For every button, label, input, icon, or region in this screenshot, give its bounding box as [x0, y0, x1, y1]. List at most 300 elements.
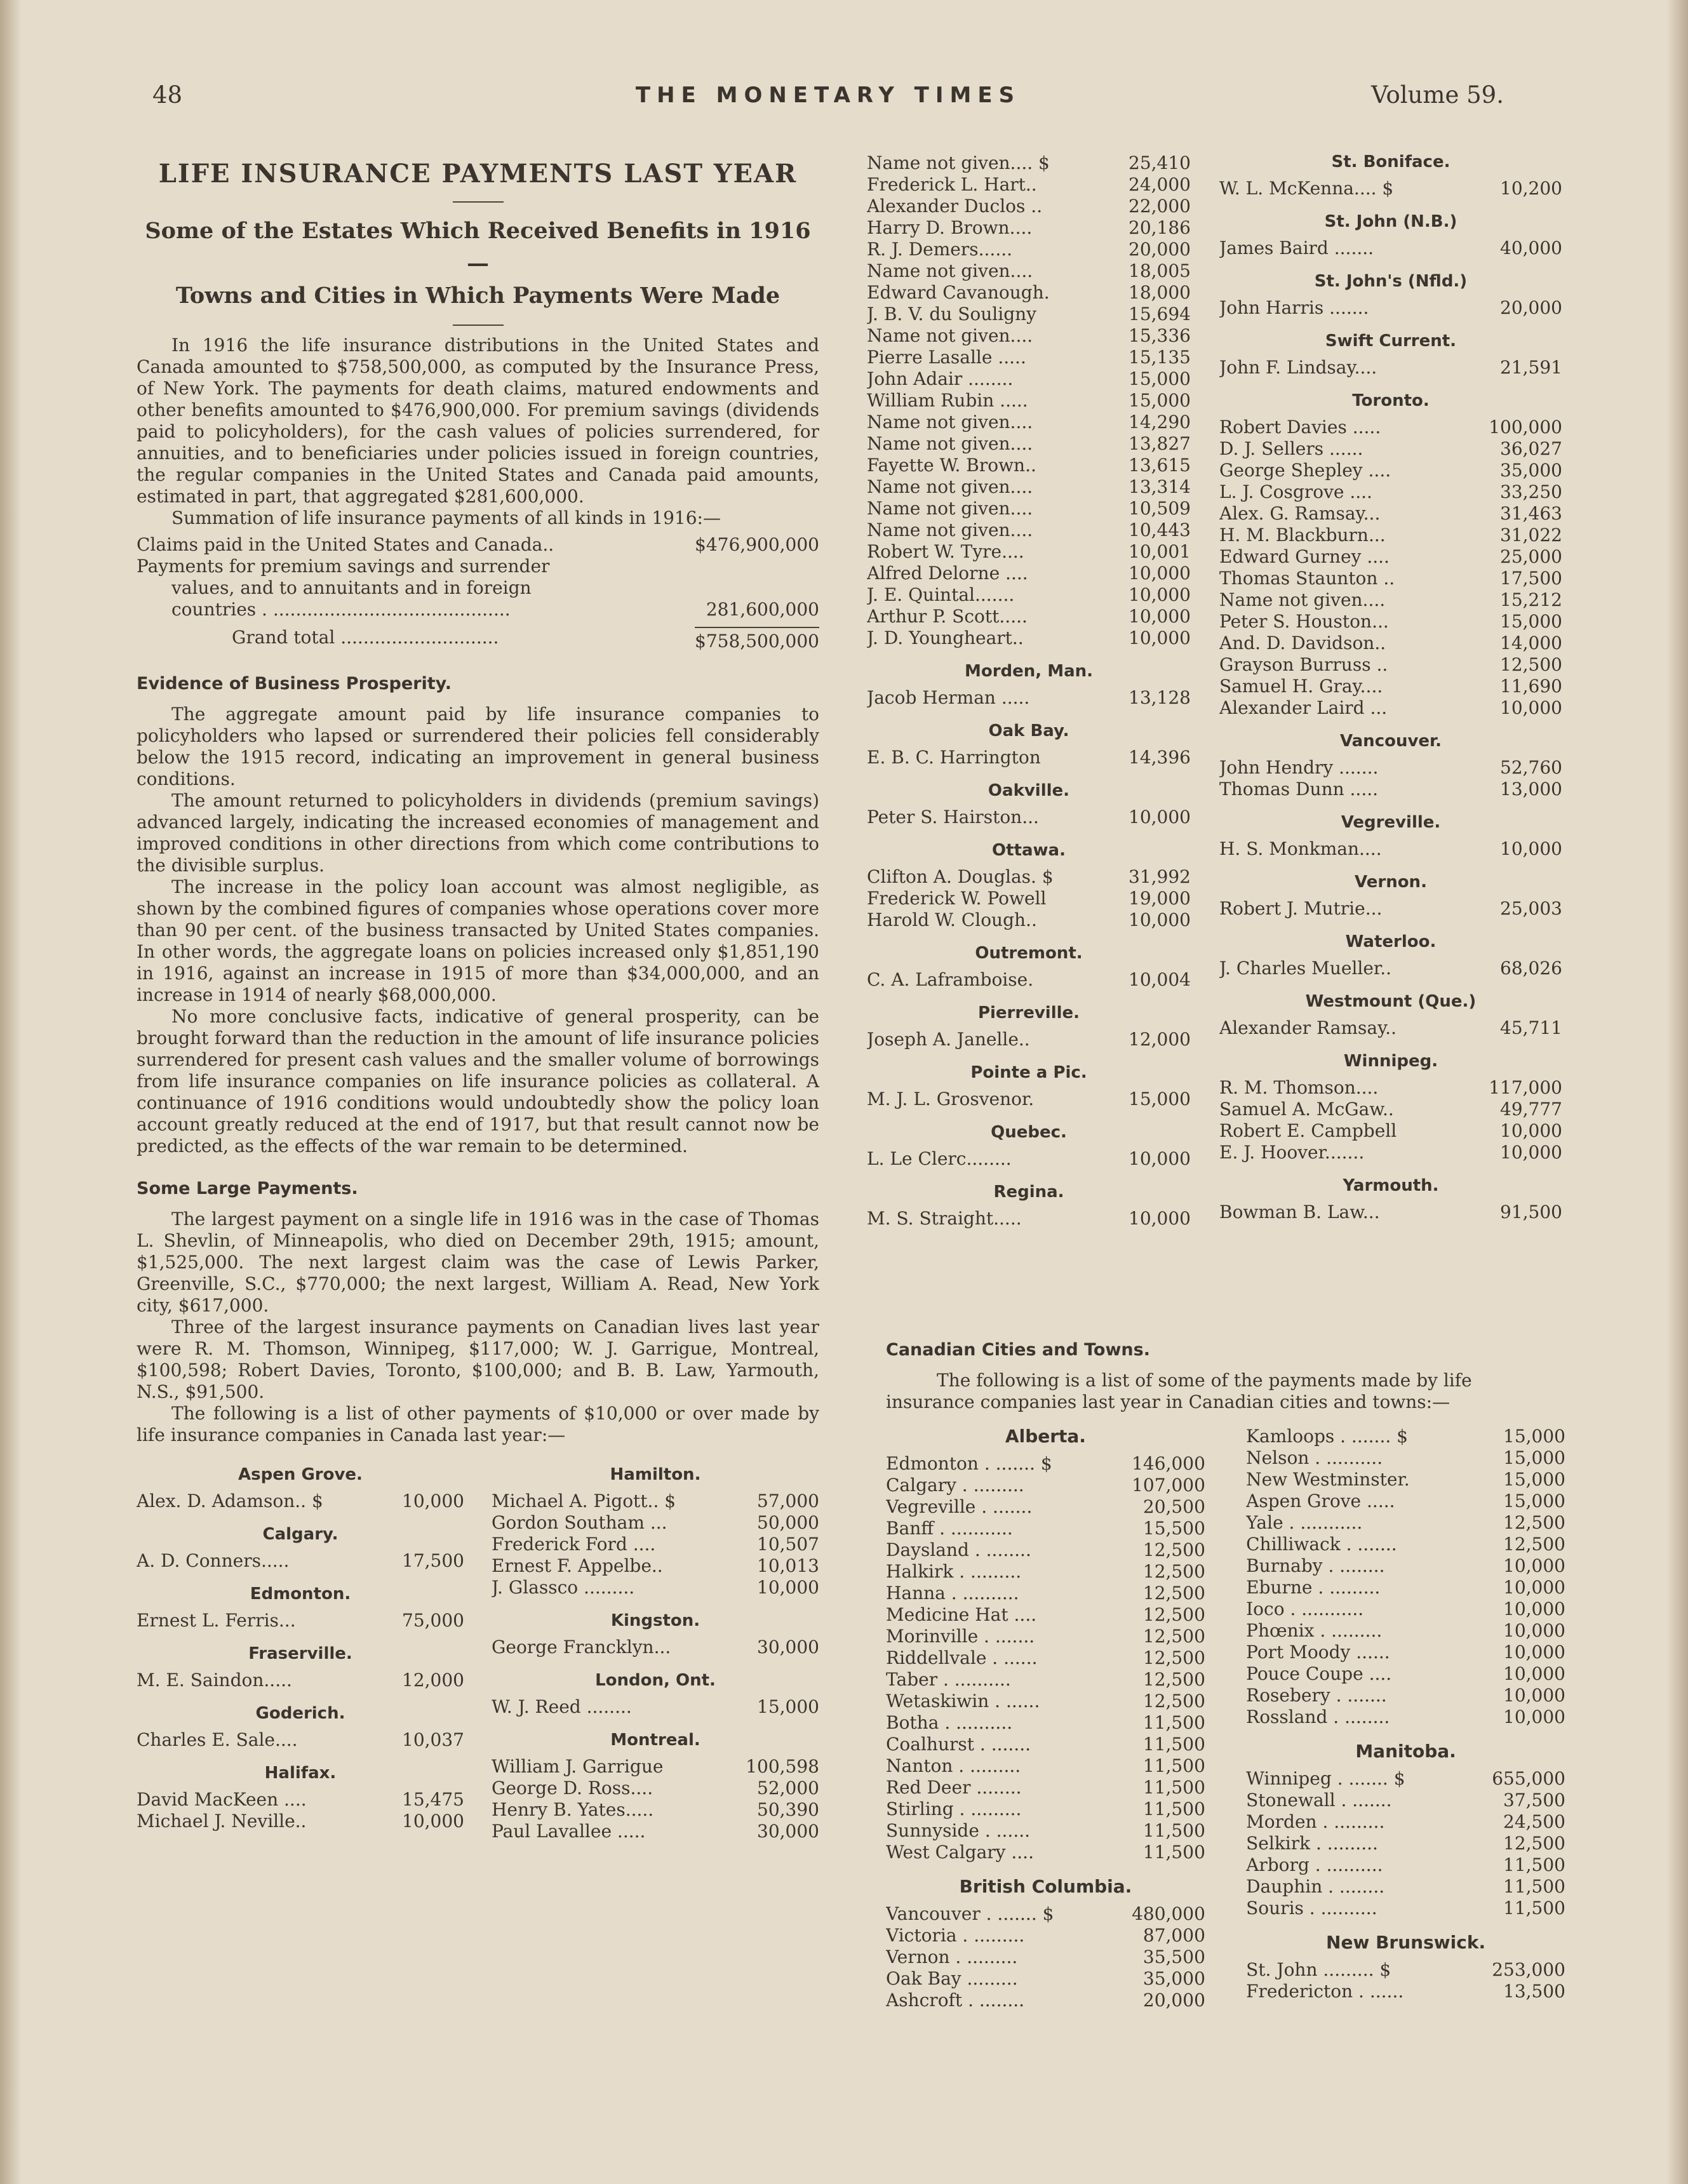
payment-amount: 12,500: [1142, 1539, 1205, 1560]
payee-name: E. B. C. Harrington: [867, 747, 1041, 768]
payment-amount: 50,000: [757, 1512, 819, 1534]
payment-amount: 10,000: [1129, 807, 1191, 827]
payment-amount: 15,475: [402, 1789, 464, 1811]
payee-name: Robert Davies .....: [1219, 417, 1381, 438]
payment-entry: [137, 1610, 464, 1631]
payment-entry: [886, 1475, 1205, 1496]
payment-entry: [886, 1990, 1205, 2011]
payment-entry: [492, 1778, 819, 1799]
payment-entry: [886, 1604, 1205, 1626]
city-heading: Vernon.: [1355, 873, 1427, 892]
payment-amount: 117,000: [1489, 1077, 1562, 1098]
payee-name: Alex. G. Ramsay...: [1219, 503, 1381, 524]
payee-name: D. J. Sellers ......: [1219, 438, 1363, 459]
payee-name: Robert E. Campbell: [1219, 1120, 1397, 1141]
payment-amount: 11,500: [1503, 1854, 1565, 1875]
payment-amount: 35,000: [1500, 460, 1562, 481]
payee-name: Harold W. Clough..: [867, 909, 1037, 930]
payments-right: [492, 1465, 819, 1842]
payee-name: L. J. Cosgrove ....: [1219, 481, 1372, 502]
payee-name: M. E. Saindon.....: [137, 1670, 292, 1691]
payee-name: Dauphin . ........: [1246, 1876, 1385, 1897]
page-edge-right: [1666, 0, 1688, 2184]
payee-name: Calgary . .........: [886, 1475, 1024, 1496]
payee-name: W. J. Reed ........: [492, 1696, 632, 1718]
payment-amount: 30,000: [757, 1637, 819, 1658]
payment-entry: [867, 433, 1191, 455]
payee-name: St. John ......... $: [1246, 1959, 1391, 1980]
payment-entry: [867, 627, 1191, 649]
payment-amount: 12,500: [1142, 1561, 1205, 1582]
payment-entry: [1219, 417, 1562, 438]
payments-left: [137, 1465, 464, 1842]
payment-entry: [492, 1555, 819, 1577]
summation-label: values, and to annuitants and in foreign: [171, 577, 532, 599]
payment-amount: 57,000: [757, 1491, 819, 1512]
payment-amount: 13,314: [1129, 476, 1191, 497]
city-heading: Pierreville.: [977, 1003, 1080, 1022]
payment-amount: 75,000: [402, 1610, 464, 1631]
payment-entry: [867, 260, 1191, 282]
payment-entry: [867, 541, 1191, 563]
payee-name: Wetaskiwin . ......: [886, 1691, 1040, 1712]
payment-amount: 20,000: [1129, 239, 1191, 260]
payee-name: Fayette W. Brown..: [867, 455, 1036, 476]
province-heading: New Brunswick.: [1326, 1932, 1486, 1953]
city-heading: Toronto.: [1352, 391, 1430, 410]
payment-amount: 31,992: [1129, 866, 1191, 887]
payment-entry: [886, 1583, 1205, 1604]
grand-total-label: Grand total ............................: [232, 627, 499, 648]
payee-name: Edward Gurney ....: [1219, 546, 1390, 567]
payment-entry: [867, 368, 1191, 390]
province-heading: Alberta.: [1005, 1426, 1086, 1447]
article-column: [137, 152, 819, 1842]
payment-amount: 11,500: [1503, 1876, 1565, 1897]
summation-row: [137, 534, 819, 556]
paragraph: The largest payment on a single life in 1916 was in the case of Thomas L. Shevlin, of Minneapolis, who died on December 29th, 1915; amount, $1,525,000. The next largest claim was the case of Lewis Parker, Greenville, S.C., $770,000; the next largest, William A. Read, New York city, $617,000.: [137, 1209, 819, 1316]
payment-entry: [492, 1696, 819, 1718]
payee-name: George Francklyn...: [492, 1637, 671, 1658]
payment-entry: [1219, 503, 1562, 525]
payment-entry: [886, 1518, 1205, 1539]
payment-amount: 14,290: [1129, 412, 1191, 432]
payment-amount: 12,000: [402, 1670, 464, 1691]
payments-table: [137, 1465, 819, 1842]
payment-entry: [1246, 1426, 1565, 1447]
payment-amount: 15,694: [1129, 304, 1191, 325]
payee-name: J. Glassco .........: [492, 1577, 635, 1598]
city-heading: Hamilton.: [610, 1465, 701, 1485]
payee-name: J. Charles Mueller..: [1219, 958, 1392, 979]
payment-entry: [867, 747, 1191, 768]
payee-name: Victoria . .........: [886, 1925, 1025, 1946]
payment-amount: 15,135: [1129, 347, 1191, 368]
payee-name: Rosebery . .......: [1246, 1685, 1387, 1706]
payment-entry: [886, 1539, 1205, 1561]
summation-value: 281,600,000: [706, 599, 819, 620]
payee-name: Robert J. Mutrie...: [1219, 898, 1383, 919]
summation-label: countries . ..........................................: [171, 599, 511, 620]
payment-amount: 12,500: [1142, 1669, 1205, 1690]
payment-entry: [137, 1491, 464, 1512]
payment-entry: [137, 1729, 464, 1751]
payee-name: Edmonton . ....... $: [886, 1453, 1052, 1474]
payment-entry: [492, 1799, 819, 1821]
payee-name: Name not given....: [867, 325, 1033, 346]
payment-amount: 146,000: [1132, 1453, 1205, 1474]
payment-entry: [1219, 1099, 1562, 1120]
payee-name: Alexander Ramsay..: [1219, 1017, 1397, 1038]
payee-name: Chilliwack . .......: [1246, 1534, 1397, 1555]
payment-entry: [1246, 1685, 1565, 1706]
paragraph: Three of the largest insurance payments on Canadian lives last year were R. M. Thomson, Winnipeg, $117,000; W. J. Garrigue, Montreal, $100,598; Robert Davies, Toronto, $100,000; and B. B. Law, Yarmouth, N.S., $91,500.: [137, 1316, 819, 1403]
payee-name: M. J. L. Grosvenor.: [867, 1089, 1035, 1109]
payment-amount: 15,000: [1129, 1089, 1191, 1109]
city-heading: Pointe a Pic.: [970, 1063, 1087, 1082]
payment-amount: 15,000: [1503, 1469, 1565, 1490]
payment-entry: [1219, 546, 1562, 568]
payee-name: Frederick L. Hart..: [867, 174, 1037, 195]
payment-entry: [1246, 1555, 1565, 1577]
payee-name: Henry B. Yates.....: [492, 1799, 654, 1821]
payee-name: Name not given....: [867, 519, 1033, 540]
payee-name: John Hendry .......: [1219, 757, 1379, 778]
payment-entry: [1219, 779, 1562, 800]
payee-name: Alfred Delorne ....: [867, 563, 1028, 584]
payment-amount: 11,500: [1142, 1842, 1205, 1863]
payment-entry: [886, 1903, 1205, 1925]
payee-name: Samuel H. Gray....: [1219, 676, 1383, 697]
payment-amount: 480,000: [1132, 1903, 1205, 1924]
payee-name: Red Deer ........: [886, 1777, 1022, 1798]
payee-name: Samuel A. McGaw..: [1219, 1099, 1394, 1120]
payment-amount: 10,509: [1129, 498, 1191, 519]
payment-amount: 10,000: [1503, 1598, 1565, 1619]
payment-entry: [867, 390, 1191, 412]
city-heading: Oak Bay.: [988, 721, 1069, 740]
payment-amount: 12,500: [1503, 1833, 1565, 1854]
payee-name: Thomas Dunn .....: [1219, 779, 1379, 800]
payment-amount: 12,500: [1142, 1604, 1205, 1625]
payee-name: Morinville . .......: [886, 1626, 1035, 1647]
payment-amount: 91,500: [1500, 1202, 1562, 1223]
payee-name: Taber . ..........: [886, 1669, 1011, 1690]
payment-entry: [886, 1799, 1205, 1820]
payee-name: Michael A. Pigott.. $: [492, 1491, 676, 1512]
payment-amount: 10,000: [1503, 1663, 1565, 1684]
payee-name: George Shepley ....: [1219, 460, 1391, 481]
payee-name: Alexander Duclos ..: [867, 196, 1043, 217]
payment-entry: [886, 1669, 1205, 1691]
payment-amount: 10,000: [402, 1811, 464, 1832]
payment-entry: [867, 584, 1191, 606]
payee-name: Ashcroft . ........: [886, 1990, 1025, 2011]
payee-name: Pierre Lasalle .....: [867, 347, 1026, 368]
payment-entry: [886, 1777, 1205, 1799]
payee-name: Vegreville . .......: [886, 1496, 1033, 1517]
section-heading: Evidence of Business Prosperity.: [137, 674, 452, 694]
payment-amount: 655,000: [1492, 1768, 1565, 1789]
subtitle-line-2: Towns and Cities in Which Payments Were Made: [175, 282, 780, 309]
payment-amount: 10,200: [1500, 178, 1562, 199]
paragraph: The amount returned to policyholders in dividends (premium savings) advanced largely, indicating the increased economies of management and improved conditions in other directions from which come contributions to the divisible surplus.: [137, 790, 819, 876]
province-heading: British Columbia.: [959, 1876, 1132, 1897]
payee-name: Name not given....: [867, 498, 1033, 519]
payee-name: Joseph A. Janelle..: [867, 1029, 1030, 1050]
payment-entry: [1219, 1142, 1562, 1163]
payment-entry: [867, 476, 1191, 498]
payment-entry: [1246, 1447, 1565, 1469]
payee-name: James Baird .......: [1219, 238, 1374, 258]
payment-entry: [886, 1647, 1205, 1669]
payment-amount: 10,037: [402, 1729, 464, 1751]
payment-amount: 25,003: [1500, 898, 1562, 919]
payment-amount: 15,000: [1129, 368, 1191, 389]
payee-name: John Harris .......: [1219, 297, 1369, 318]
payee-name: Alexander Laird ...: [1219, 697, 1388, 718]
payee-name: Charles E. Sale....: [137, 1729, 298, 1751]
payee-name: Michael J. Neville..: [137, 1811, 307, 1832]
payment-amount: 100,598: [746, 1756, 819, 1778]
payment-entry: [867, 1029, 1191, 1050]
payment-amount: 12,500: [1503, 1512, 1565, 1533]
payment-amount: 10,001: [1129, 541, 1191, 562]
payment-amount: 13,000: [1500, 779, 1562, 800]
article-title: LIFE INSURANCE PAYMENTS LAST YEAR: [158, 159, 798, 189]
subtitle-line-1: Some of the Estates Which Received Benefits in 1916—: [145, 218, 811, 276]
payment-entry: [1219, 525, 1562, 546]
payment-entry: [867, 412, 1191, 433]
payee-name: Ernest F. Appelbe..: [492, 1555, 663, 1577]
payee-name: Harry D. Brown....: [867, 217, 1033, 238]
payment-entry: [1246, 1833, 1565, 1854]
payment-amount: 10,000: [1503, 1685, 1565, 1706]
payment-entry: [1219, 676, 1562, 697]
towns-right: [1246, 1426, 1565, 2011]
payment-amount: 12,500: [1142, 1583, 1205, 1604]
payment-amount: 18,000: [1129, 282, 1191, 303]
payee-name: H. M. Blackburn...: [1219, 525, 1386, 546]
payment-entry: [1246, 1469, 1565, 1491]
payment-amount: 15,000: [1503, 1491, 1565, 1511]
city-heading: Westmount (Que.): [1305, 992, 1477, 1011]
payment-entry: [1246, 1768, 1565, 1790]
payment-entry: [1246, 1620, 1565, 1642]
payment-entry: [1246, 1598, 1565, 1620]
payment-entry: [492, 1756, 819, 1778]
payment-entry: [1246, 1642, 1565, 1663]
city-heading: Morden, Man.: [964, 662, 1094, 681]
payee-name: Peter S. Hairston...: [867, 807, 1039, 827]
payment-entry: [867, 196, 1191, 217]
payment-amount: 10,000: [402, 1491, 464, 1512]
payee-name: Halkirk . .........: [886, 1561, 1022, 1582]
payee-name: Arthur P. Scott.....: [867, 606, 1028, 627]
payment-entry: [867, 282, 1191, 304]
payee-name: Rossland . ........: [1246, 1706, 1390, 1727]
title-rule: [453, 201, 504, 203]
payment-amount: 10,000: [757, 1577, 819, 1598]
city-heading: Vegreville.: [1341, 813, 1441, 832]
city-heading: St. John's (Nfld.): [1314, 272, 1468, 291]
paragraph: The increase in the policy loan account was almost negligible, as shown by the combined figures of companies whose operations cover more than 90 per cent. of the business transacted by United States companies. In other words, the aggregate loans on policies increased only $1,851,190 in 1916, against an increase in 1915 of more than $34,000,000, and an increase in 1914 of nearly $68,000,000.: [137, 876, 819, 1006]
payee-name: Jacob Herman .....: [867, 687, 1030, 708]
payee-name: Daysland . ........: [886, 1539, 1031, 1560]
payee-name: Vernon . .........: [886, 1946, 1018, 1967]
payment-amount: 10,000: [1129, 584, 1191, 605]
payment-amount: 24,500: [1503, 1811, 1565, 1832]
payment-amount: 13,827: [1129, 433, 1191, 454]
payment-amount: 15,212: [1500, 589, 1562, 610]
payment-amount: 10,000: [1503, 1620, 1565, 1641]
payment-amount: 253,000: [1492, 1959, 1565, 1980]
payment-entry: [1246, 1534, 1565, 1555]
payee-name: Souris . ..........: [1246, 1898, 1377, 1919]
towns-table: [886, 1426, 1565, 2011]
payee-name: Banff . ...........: [886, 1518, 1013, 1539]
payment-amount: 25,000: [1500, 546, 1562, 567]
payment-entry: [1219, 697, 1562, 719]
payment-amount: 45,711: [1500, 1017, 1562, 1038]
payee-name: Port Moody ......: [1246, 1642, 1390, 1663]
payment-amount: 20,000: [1142, 1990, 1205, 2011]
payee-name: Vancouver . ....... $: [886, 1903, 1054, 1924]
payment-amount: 24,000: [1129, 174, 1191, 195]
payment-amount: 50,390: [757, 1799, 819, 1821]
payee-name: George D. Ross....: [492, 1778, 653, 1799]
payee-name: David MacKeen ....: [137, 1789, 307, 1811]
payment-entry: [1246, 1811, 1565, 1833]
payment-entry: [492, 1534, 819, 1555]
payee-name: Stirling . .........: [886, 1799, 1022, 1819]
payment-amount: 14,396: [1129, 747, 1191, 768]
payment-amount: 12,500: [1500, 654, 1562, 675]
payment-entry: [867, 1148, 1191, 1170]
payment-amount: 18,005: [1129, 260, 1191, 281]
payment-entry: [867, 969, 1191, 991]
payment-amount: 33,250: [1500, 481, 1562, 502]
payment-amount: 10,000: [1129, 606, 1191, 627]
payment-amount: 11,500: [1142, 1799, 1205, 1819]
payee-name: Morden . .........: [1246, 1811, 1385, 1832]
grand-total-row: [137, 627, 819, 652]
payment-entry: [1219, 654, 1562, 676]
payee-name: Name not given....: [867, 476, 1033, 497]
city-heading: Oakville.: [988, 781, 1070, 800]
payment-entry: [1246, 1577, 1565, 1598]
payment-entry: [137, 1789, 464, 1811]
payee-name: W. L. McKenna.... $: [1219, 178, 1394, 199]
payment-amount: 13,128: [1129, 687, 1191, 708]
payment-amount: 20,186: [1129, 217, 1191, 238]
payment-amount: 20,500: [1142, 1496, 1205, 1517]
payment-amount: 107,000: [1132, 1475, 1205, 1496]
payee-name: William J. Garrigue: [492, 1756, 664, 1778]
payment-amount: 40,000: [1500, 238, 1562, 258]
payment-entry: [1219, 438, 1562, 460]
payment-entry: [1246, 1790, 1565, 1811]
city-heading: Outremont.: [975, 944, 1083, 963]
paragraph: The following is a list of other payments of $10,000 or over made by life insurance companies in Canada last year:—: [137, 1403, 819, 1446]
payee-name: Nanton . .........: [886, 1755, 1021, 1776]
city-heading: St. Boniface.: [1331, 152, 1450, 171]
payment-amount: 10,000: [1129, 1148, 1191, 1169]
payment-entry: [492, 1491, 819, 1512]
summation-row: [137, 599, 819, 620]
towns-intro: The following is a list of some of the payments made by life insurance companies last year in Canadian cities and towns:—: [886, 1370, 1472, 1412]
payment-entry: [867, 498, 1191, 519]
payment-amount: 21,591: [1500, 357, 1562, 378]
summation-table: [137, 534, 819, 652]
payment-entry: [1219, 589, 1562, 611]
city-heading: Yarmouth.: [1343, 1176, 1439, 1195]
payment-amount: 11,500: [1142, 1712, 1205, 1733]
payment-amount: 12,500: [1142, 1691, 1205, 1712]
payment-amount: 10,000: [1129, 909, 1191, 930]
payment-amount: 10,000: [1129, 1208, 1191, 1229]
payment-amount: 10,000: [1500, 1120, 1562, 1141]
payment-amount: 52,760: [1500, 757, 1562, 778]
payment-amount: 11,500: [1142, 1820, 1205, 1841]
payee-name: M. S. Straight.....: [867, 1208, 1022, 1229]
payment-amount: 19,000: [1129, 888, 1191, 909]
payee-name: Botha . ..........: [886, 1712, 1013, 1733]
volume-label: Volume 59.: [1371, 81, 1504, 109]
city-heading: Calgary.: [262, 1525, 338, 1544]
payment-entry: [886, 1626, 1205, 1647]
payee-name: John Adair ........: [867, 368, 1014, 389]
payee-name: West Calgary ....: [886, 1842, 1034, 1863]
payment-entry: [1219, 357, 1562, 379]
payment-entry: [1246, 1876, 1565, 1898]
payment-entry: [1219, 460, 1562, 481]
payment-entry: [1246, 1491, 1565, 1512]
payment-amount: 10,000: [1503, 1555, 1565, 1576]
payment-entry: [1219, 297, 1562, 319]
payment-entry: [886, 1453, 1205, 1475]
payment-amount: 15,500: [1142, 1518, 1205, 1539]
payment-amount: 15,336: [1129, 325, 1191, 346]
payment-entry: [867, 304, 1191, 325]
payment-entry: [1219, 838, 1562, 860]
payee-name: Arborg . ..........: [1246, 1854, 1383, 1875]
payment-entry: [1219, 238, 1562, 259]
payee-name: Selkirk . .........: [1246, 1833, 1378, 1854]
payment-amount: 36,027: [1500, 438, 1562, 459]
payment-entry: [867, 455, 1191, 476]
payment-amount: 11,690: [1500, 676, 1562, 697]
payment-entry: [886, 1496, 1205, 1518]
cities-towns-section: [886, 1340, 1565, 2011]
running-header: [152, 81, 1504, 119]
payment-entry: [1246, 1706, 1565, 1728]
payee-name: William Rubin .....: [867, 390, 1028, 411]
city-heading: Regina.: [993, 1182, 1064, 1202]
payee-name: Robert W. Tyre....: [867, 541, 1024, 562]
payment-amount: 12,500: [1142, 1647, 1205, 1668]
payment-entry: [1219, 958, 1562, 979]
payee-name: Sunnyside . ......: [886, 1820, 1031, 1841]
payment-entry: [867, 325, 1191, 347]
payee-name: Thomas Staunton ..: [1219, 568, 1395, 589]
payment-entry: [867, 347, 1191, 368]
payment-amount: 87,000: [1142, 1925, 1205, 1946]
payee-name: New Westminster.: [1246, 1469, 1410, 1490]
payment-amount: 10,004: [1129, 969, 1191, 990]
payment-entry: [886, 1842, 1205, 1863]
payment-amount: 10,507: [757, 1534, 819, 1555]
